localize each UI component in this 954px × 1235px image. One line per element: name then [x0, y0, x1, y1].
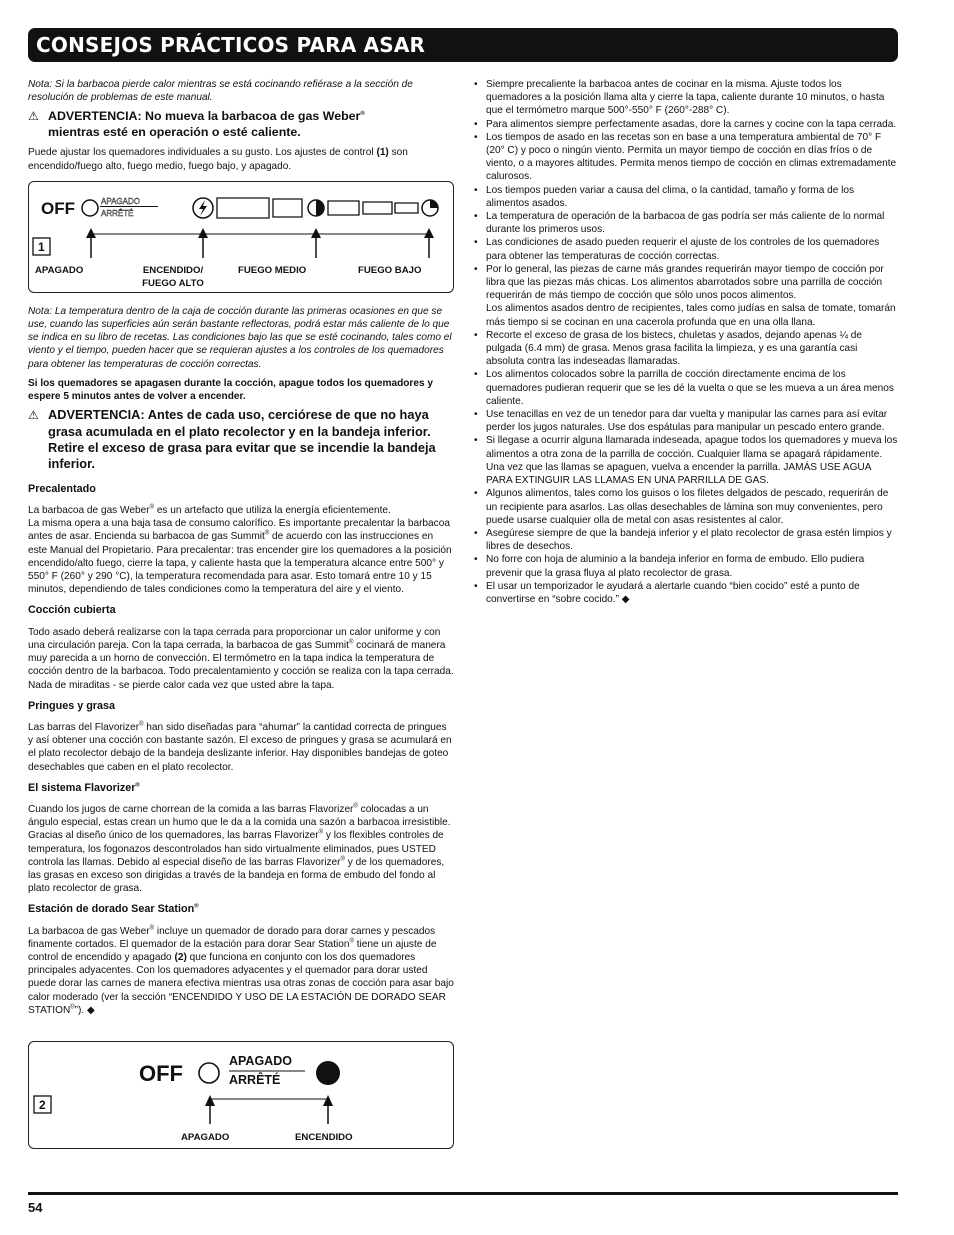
paragraph-coccion: Todo asado deberá realizarse con la tapa cerrada para proporcionar un calor uniforme y con una circulación pareja. Con la tapa cerrada, la barbacoa de gas Summit® cocinará de manera muy parecida a un horno de convección. El termómetro en la tapa indica la temperatura de cocción dentro de la barbacoa. Todo precalentamiento y cocción se realiza con la tapa cerrada. Nada de miraditas - se pierde calor cada vez que usted abre la tapa. — [28, 626, 454, 691]
footer-rule — [28, 1192, 898, 1195]
left-column — [28, 78, 454, 1017]
note-temperature: Nota: La temperatura dentro de la caja de cocción durante las primeras ocasiones en que se use, cuando las superficies aún serán bastante reflectoras, podrá estar más caliente de lo que se indica en su libro de recetas. Las condiciones bajo las que se esté cocinando, tales como el viento y el tiempo, pueden hacer que se requieran ajustes a los controles de los quemadores para obtener las temperaturas de cocción correctas. — [28, 305, 452, 370]
heading-sear-station: Estación de dorado Sear Station® — [28, 903, 199, 916]
arrete-label: ARRÊTÉ — [229, 1073, 281, 1087]
page-title: CONSEJOS PRÁCTICOS PARA ASAR — [28, 28, 898, 62]
list-item: • El usar un temporizador le ayudará a alertarle cuando “bien cocido” esté a punto de convertirse en “sobre cocido.” ◆ — [472, 580, 898, 606]
paragraph-control-settings: Puede ajustar los quemadores individuales a su gusto. Los ajustes de control (1) son encendido/fuego alto, fuego medio, fuego bajo, y apagado. — [28, 147, 408, 172]
label-fuego-bajo: FUEGO BAJO — [358, 264, 422, 276]
note-heat-loss: Nota: Si la barbacoa pierde calor mientras se está cocinando refiérase a la sección de resolución de problemas de este manual. — [28, 79, 413, 104]
warning-grease: ⚠ ADVERTENCIA: Antes de cada uso, cerciórese de que no haya grasa acumulada en el plato recolector y en la bandeja inferior. Retire el exceso de grasa para evitar que se incendie la bandeja inferior. — [28, 407, 436, 472]
label-fuego-medio: FUEGO MEDIO — [238, 264, 307, 276]
arrow-fuego-medio — [311, 228, 321, 258]
svg-text:2: 2 — [39, 1098, 46, 1112]
label-apagado: APAGADO — [181, 1132, 230, 1143]
note-burner-out: Si los quemadores se apagasen durante la cocción, apague todos los quemadores y espere 5 minutos antes de volver a encender. — [28, 377, 433, 403]
list-item: • Use tenacillas en vez de un tenedor para dar vuelta y manipular las carnes para así evitar perder los jugos naturales. Use dos espátulas para manipular un pescado entero grande. — [472, 408, 898, 434]
list-item: • Los tiempos pueden variar a causa del clima, o la cantidad, tamaño y forma de los alimentos asados. — [472, 184, 898, 210]
control-settings-diagram — [28, 181, 454, 293]
paragraph-flavorizer: Cuando los jugos de carne chorrean de la comida a las barras Flavorizer® colocadas a un ángulo especial, estas crean un humo que le da a la comida una sazón a barbacoa irresistible. Gracias al diseño único de los quemadores, las barras Flavorizer® y los flexibles controles de temperatura, los fogonazos descontrolados han sido virtualmente eliminados, pues USTED controla las llamas. Debido al especial diseño de las barras Flavorizer® y de los quemadores, las grasas en exceso son dirigidas a través de la bandeja en forma de embudo del fondo al plato recolector de grasa. — [28, 803, 451, 895]
list-item: • Por lo general, las piezas de carne más grandes requerirán mayor tiempo de cocción por libra que las piezas más chicas. Los alimentos abarrotados sobre una parrilla de cocción requerirán de más tiempo de cocción que sólo unos pocos alimentos. — [472, 263, 898, 303]
warning-triangle-icon: ⚠ — [28, 109, 39, 124]
heading-flavorizer: El sistema Flavorizer® — [28, 781, 140, 794]
apagado-small-label: APAGADO — [101, 196, 140, 206]
sear-station-control-diagram — [28, 1041, 454, 1149]
label-encendido: ENCENDIDO — [295, 1132, 353, 1143]
tips-list — [472, 78, 898, 606]
list-item: • Recorte el exceso de grasa de los bistecs, chuletas y asados, dejando apenas ¼ de pulgada (6.4 mm) de grasa. Menos grasa facilita la limpieza, y es una garantía casi absoluta contra las indeseadas llamaradas. — [472, 329, 898, 369]
list-item: • La temperatura de operación de la barbacoa de gas podría ser más caliente de lo normal durante los primeros usos. — [472, 210, 898, 236]
warning-triangle-icon: ⚠ — [28, 408, 39, 423]
off-label: OFF — [139, 1061, 183, 1086]
paragraph-pringues: Las barras del Flavorizer® han sido diseñadas para “ahumar” la cantidad correcta de pringues y así obtener una cocción con bastante sazón. El exceso de pringues y grasa se acumulará en el plato recolector debajo de la bandeja deslizante inferior. Hay disponibles bandejas de goteo desechables que caben en el plato recolector. — [28, 721, 452, 773]
label-apagado: APAGADO — [35, 264, 84, 276]
list-item: • Los tiempos de asado en las recetas son en base a una temperatura ambiental de 70° F (20° C) y poco o ningún viento. Permita un mayor tiempo de cocción en días fríos o de viento, o a mayores altitudes. Permita menos tiempo de cocción en climas extremadamente calurosos. — [472, 131, 898, 184]
page-number: 54 — [28, 1200, 43, 1215]
list-item: • Las condiciones de asado pueden requerir el ajuste de los controles de los quemadores para obtener las temperaturas de cocción correctas. — [472, 236, 898, 262]
arrow-fuego-bajo — [424, 228, 434, 258]
paragraph-sear-station: La barbacoa de gas Weber® incluye un quemador de dorado para dorar carnes y pescados finamente cortados. El quemador de la estación para dorar Sear Station® tiene un ajuste de control de encendido y apagado (2) que funciona en conjunto con los dos quemadores principales adyacentes. Con los quemadores adyacentes y el quemador para dorar usted puede dorar las carnes de manera efectiva mientras usa otras zonas de cocción para asar bajo calor moderado (ver la sección “ENCENDIDO Y USO DE LA ESTACIÓN DE DORADO SEAR STATION®”). ◆ — [28, 925, 454, 1016]
off-circle-icon — [82, 200, 98, 216]
arrete-small-label: ARRÊTÉ — [101, 208, 134, 218]
right-column — [472, 78, 898, 606]
heading-pringues: Pringues y grasa — [28, 699, 116, 712]
list-item: • Siempre precaliente la barbacoa antes de cocinar en la misma. Ajuste todos los quemadores a la posición llama alta y cierre la tapa, caliente durante 10 minutos, o hasta que el termómetro marque 500°-550° F (260°-288° C). — [472, 78, 898, 118]
warning-do-not-move — [28, 108, 454, 140]
list-item: • Algunos alimentos, tales como los guisos o los filetes delgados de pescado, requerirán de un recipiente para asarlos. Las ollas desechables de lámina son muy convenientes, pero puede usarse cualquier olla de metal con asas resistentes al calor. — [472, 487, 898, 527]
label-encendido: ENCENDIDO/ FUEGO ALTO — [142, 264, 204, 289]
list-item: • Si llegase a ocurrir alguna llamarada indeseada, apague todos los quemadores y mueva los alimentos a otra zona de la parrilla de cocción. Cualquier llama se apagará rápidamente. Una vez que las llamas se apaguen, vuelva a encender la parrilla. JAMÁS USE AGUA PARA EXTINGUIR LAS LLAMAS EN UNA PARRILLA DE GAS. — [472, 434, 898, 487]
arrow-encendido — [198, 228, 208, 258]
heading-coccion: Cocción cubierta — [28, 604, 116, 617]
heading-precalentado: Precalentado — [28, 482, 96, 495]
list-item: • No forre con hoja de aluminio a la bandeja inferior en forma de embudo. Ello pudiera prevenir que la grasa fluya al plato recolector de grasa. — [472, 553, 898, 579]
list-item: • Asegúrese siempre de que la bandeja inferior y el plato recolector de grasa estén limpios y libres de desechos. — [472, 527, 898, 553]
paragraph-precalentado: La barbacoa de gas Weber® es un artefacto que utiliza la energía eficientemente. La misma opera a una baja tasa de consumo calorífico. Es importante precalentar la barbacoa antes de asar. Encienda su barbacoa de gas Summit® de acuerdo con las instrucciones en este Manual del Propietario. Para precalentar: tras encender gire los quemadores a la posición encendido/alto fuego, cierre la tapa, y caliente hasta que la temperatura alcance entre 500° y 550° F (260° y 290 °C), la temperatura recomendada para asar. Esto tomará entre 10 y 15 minutos, dependiendo de tales condiciones como la temperatura del aire y el viento. — [28, 504, 452, 596]
warning-text: ADVERTENCIA: No mueva la barbacoa de gas Weber® mientras esté en operación o esté caliente. — [48, 109, 365, 140]
apagado-label: APAGADO — [229, 1054, 292, 1068]
arrow-apagado — [86, 228, 96, 258]
off-label: OFF — [41, 198, 75, 218]
on-circle-icon — [316, 1061, 340, 1085]
list-item: • Los alimentos colocados sobre la parrilla de cocción directamente encima de los quemadores pudieran requerir que se les dé la vuelta o que se les mueva a un área menos caliente. — [472, 368, 898, 408]
off-circle-icon — [199, 1063, 219, 1083]
list-item: • Para alimentos siempre perfectamente asadas, dore la carnes y cocine con la tapa cerrada. — [472, 118, 898, 131]
svg-text:1: 1 — [38, 239, 45, 254]
list-item-continuation: Los alimentos asados dentro de recipientes, tales como judías en salsa de tomate, tomarán más tiempo si se cocinan en una cacerola profunda que en una olla llana. — [486, 303, 896, 328]
